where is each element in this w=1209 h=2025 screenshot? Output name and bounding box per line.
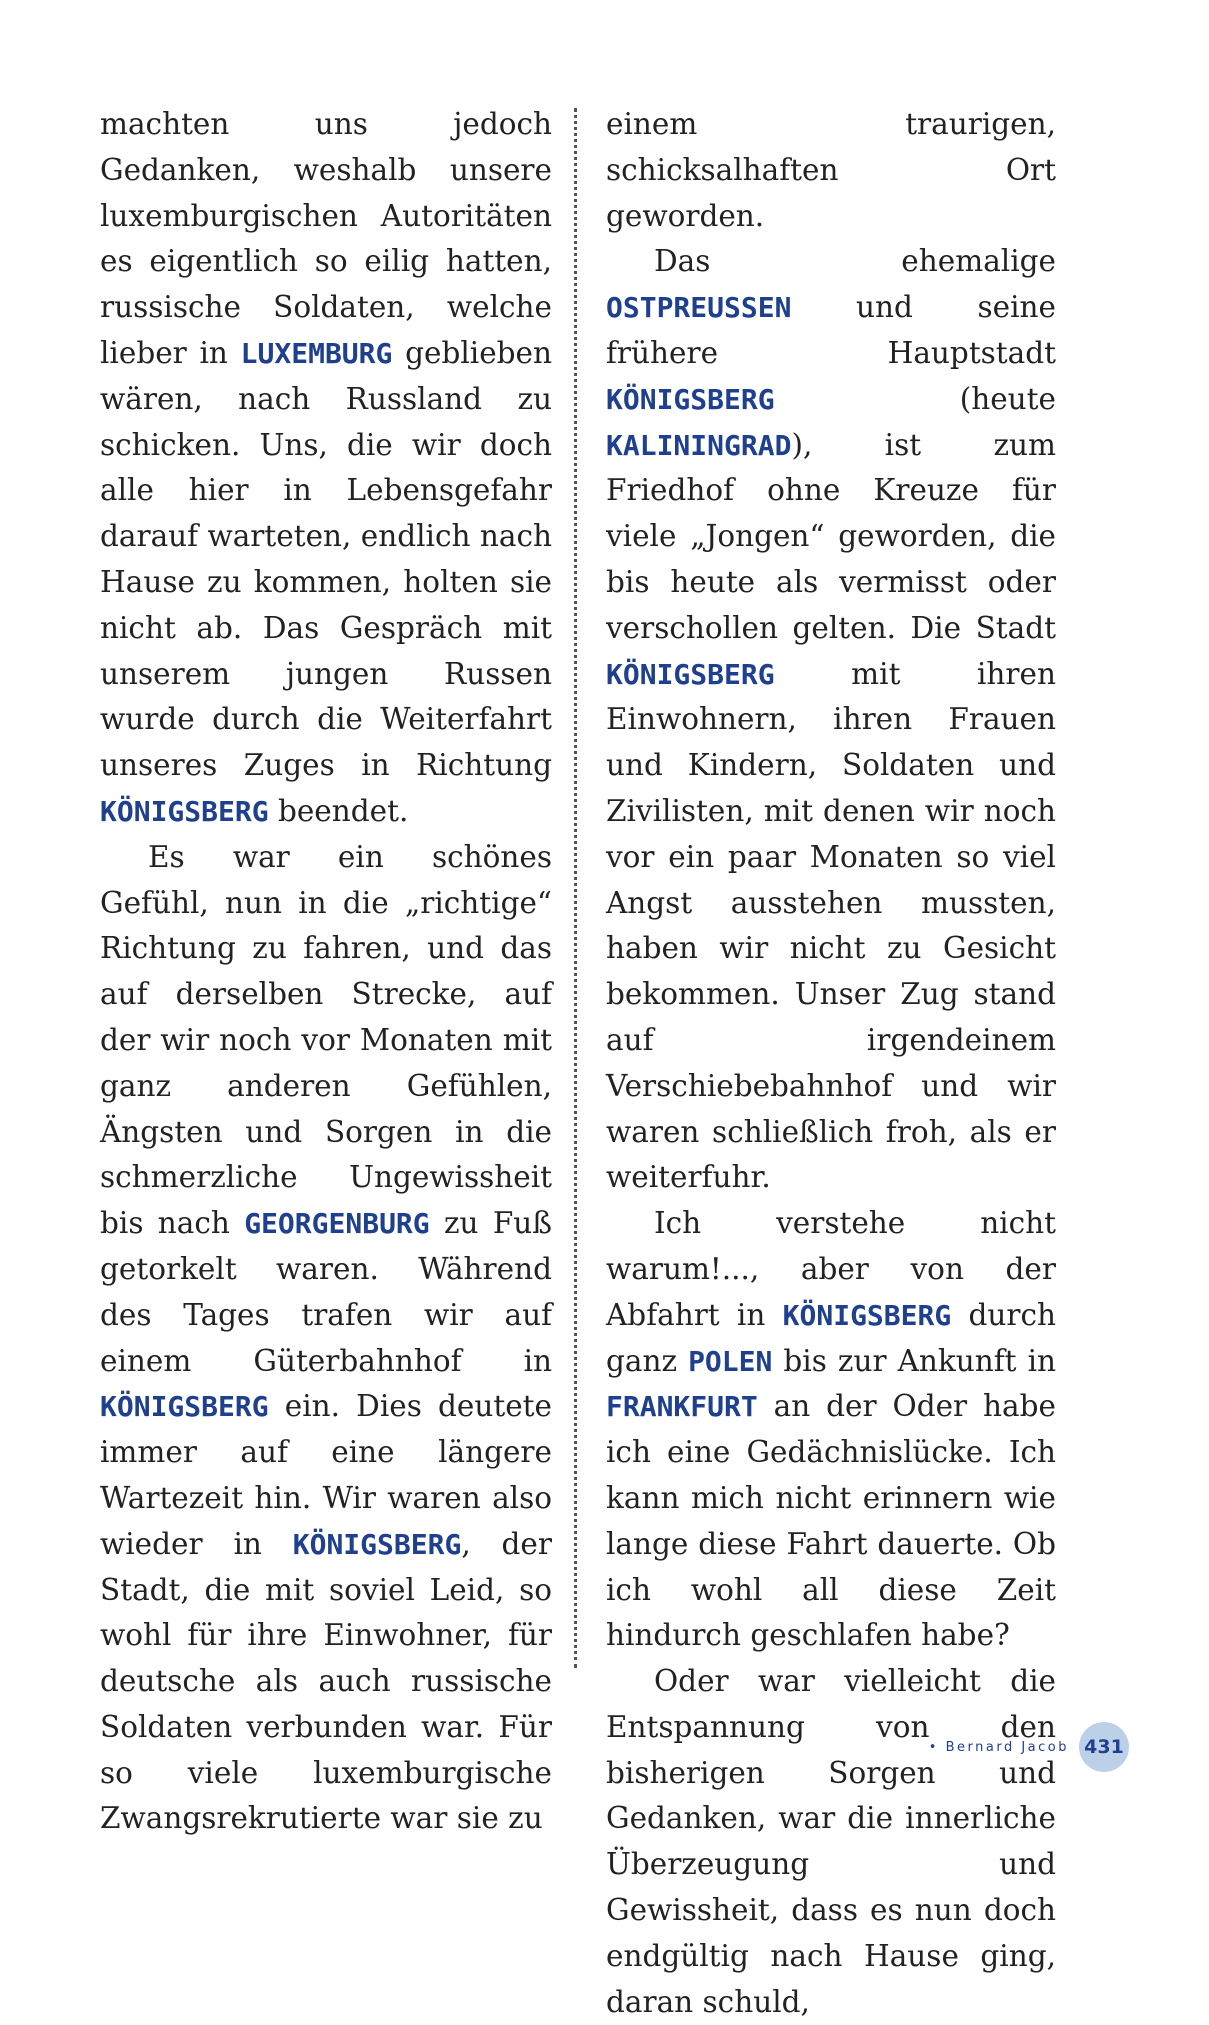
text-run: geblieben wären, nach Russland zu schicken. Uns, die wir doch alle hier in Lebensgefahr darauf warteten, endlich nach Hause zu kommen, holten sie nicht ab. Das Gespräch mit unserem jungen Russen wurde durch die Weiterfahrt unseres Zuges in Richtung — [100, 335, 552, 783]
text-run: , der Stadt, die mit soviel Leid, so wohl für ihre Einwohner, für deutsche als auch russische Soldaten verbunden war. Für so viele luxemburgische Zwangsrekrutierte war sie zu — [100, 1526, 552, 1836]
text-run: beendet. — [268, 793, 409, 828]
page-footer — [929, 1722, 1129, 1772]
paragraph — [100, 835, 552, 1843]
text-run: Oder war vielleicht die Entspannung von den bisherigen Sorgen und Gedanken, war die innerliche Überzeugung und Gewissheit, dass es nun doch endgültig nach Hause ging, daran schuld, — [606, 1664, 1056, 2019]
text-run: durch ganz — [606, 1297, 1056, 1378]
paragraph — [606, 1659, 1056, 2025]
text-run: mit ihren Einwohnern, ihren Frauen und Kindern, Soldaten und Zivilisten, mit denen wir noch vor ein paar Monaten so viel Angst ausstehen mussten, haben wir nicht zu Gesicht bekommen. Unser Zug stand auf irgendeinem Verschiebebahnhof und wir waren schließlich froh, als er weiterfuhr. — [606, 656, 1056, 1195]
text-run: machten uns jedoch Gedanken, weshalb unsere luxemburgischen Autoritäten es eigentlich so eilig hatten, russische Soldaten, welche lieber in — [100, 107, 552, 370]
text-run: Ich verstehe nicht warum!..., aber von der Abfahrt in — [606, 1206, 1056, 1332]
page-number: 431 — [1079, 1722, 1129, 1772]
place-name: POLEN — [688, 1344, 773, 1378]
text-run: Es war ein schönes Gefühl, nun in die „richtige“ Richtung zu fahren, und das auf derselben Strecke, auf der wir noch vor Monaten mit ganz anderen Gefühlen, Ängsten und Sorgen in die schmerzliche Ungewissheit bis nach — [100, 839, 552, 1241]
text-run: ein. Dies deutete immer auf eine längere Wartezeit hin. Wir waren also wieder in — [100, 1389, 552, 1561]
paragraph — [606, 1201, 1056, 1659]
text-run: Das ehemalige — [654, 244, 1056, 279]
place-name: FRANKFURT — [606, 1390, 758, 1424]
text-run: (heute — [774, 381, 1056, 416]
text-run: ), ist zum Friedhof ohne Kreuze für viele „Jongen“ geworden, die bis heute als vermisst oder verschollen gelten. Die Stadt — [606, 427, 1056, 645]
paragraph — [100, 102, 552, 835]
place-name: KALININGRAD — [606, 428, 792, 462]
place-name: KÖNIGSBERG — [782, 1298, 952, 1332]
place-name: KÖNIGSBERG — [100, 794, 269, 828]
place-name: LUXEMBURG — [240, 336, 393, 370]
paragraph — [606, 239, 1056, 1201]
place-name: KÖNIGSBERG — [100, 1390, 269, 1424]
paragraph — [606, 102, 1056, 239]
author-name: • Bernard Jacob — [928, 1739, 1069, 1755]
place-name: OSTPREUSSEN — [606, 291, 792, 325]
left-text-column — [100, 102, 552, 1842]
place-name: KÖNIGSBERG — [292, 1527, 462, 1561]
place-name: GEORGENBURG — [244, 1207, 430, 1241]
text-run: an der Oder habe ich eine Gedächnislücke. Ich kann mich nicht erinnern wie lange diese Fahrt dauerte. Ob ich wohl all diese Zeit hindurch geschlafen habe? — [606, 1389, 1056, 1653]
text-run: bis zur Ankunft in — [772, 1343, 1057, 1378]
place-name: KÖNIGSBERG — [606, 382, 775, 416]
text-run: und seine frühere Hauptstadt — [606, 290, 1056, 370]
column-divider — [574, 108, 577, 1668]
text-run: zu Fuß getorkelt waren. Während des Tages trafen wir auf einem Güterbahnhof in — [100, 1206, 552, 1378]
text-run: einem traurigen, schicksalhaften Ort geworden. — [606, 107, 1056, 233]
place-name: KÖNIGSBERG — [606, 657, 775, 691]
